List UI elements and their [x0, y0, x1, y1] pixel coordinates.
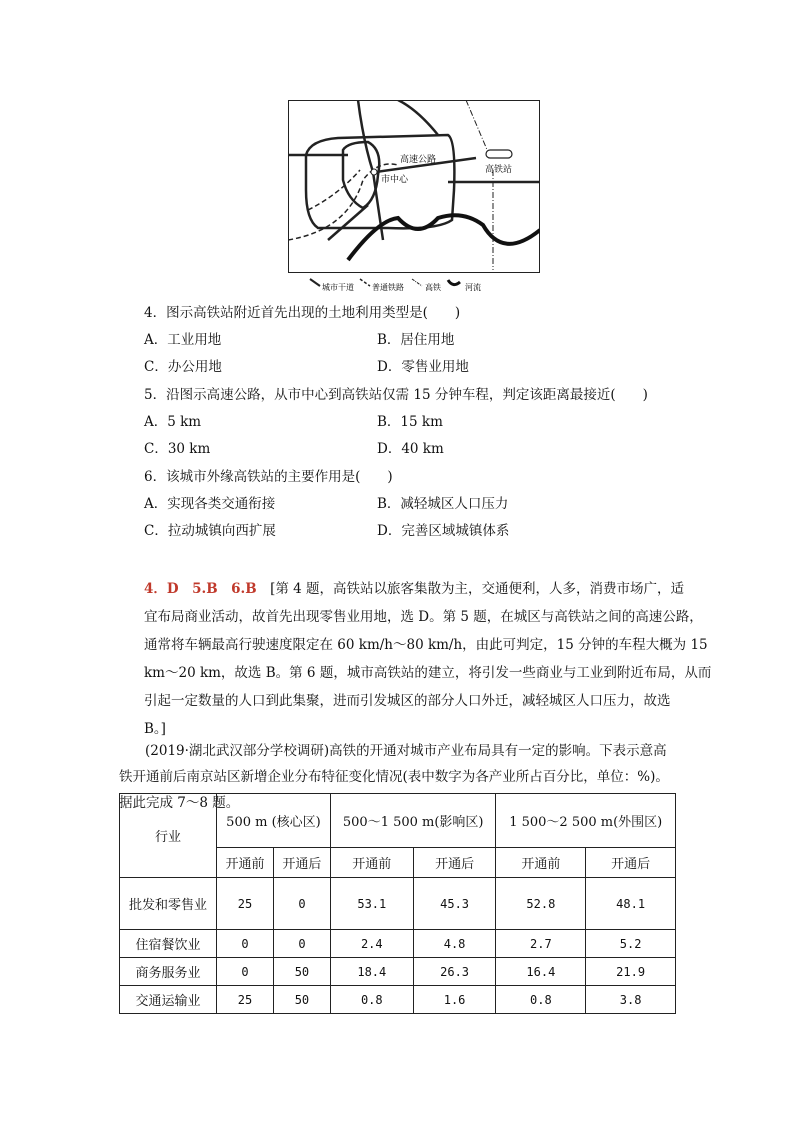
label-station: 高铁站	[485, 165, 513, 175]
q5-option-c: C．30 km	[144, 441, 211, 457]
q5-option-a: A．5 km	[144, 414, 202, 430]
answer-explanation	[144, 575, 712, 743]
cell: 0	[217, 930, 274, 958]
cell: 5.2	[586, 930, 676, 958]
cell: 16.4	[496, 958, 586, 986]
legend-rail-symbol	[360, 279, 370, 286]
industry-table	[119, 793, 676, 1014]
answer-line-4: km～20 km，故选 B。第 6 题，城市高铁站的建立，将引发一些商业与工业到附近布局，从而	[144, 665, 712, 681]
q4-stem: 4．图示高铁站附近首先出现的土地利用类型是( )	[144, 305, 461, 321]
row-name: 交通运输业	[120, 986, 217, 1014]
cell: 18.4	[330, 958, 413, 986]
cell: 50	[273, 958, 330, 986]
cell: 50	[273, 986, 330, 1014]
header-after: 开通后	[413, 848, 496, 878]
answer-keys: 4．D 5.B 6.B	[144, 581, 257, 597]
q6-option-b: B．减轻城区人口压力	[377, 496, 509, 512]
header-zone-outer: 1 500～2 500 m(外围区)	[496, 794, 676, 848]
legend-rail: 普通铁路	[372, 283, 404, 292]
header-before: 开通前	[330, 848, 413, 878]
cell: 0.8	[496, 986, 586, 1014]
answer-line-3: 通常将车辆最高行驶速度限定在 60 km/h～80 km/h，由此可判定，15 分钟的车程大概为 15	[144, 637, 708, 653]
legend-river-symbol	[448, 280, 460, 285]
q6-stem: 6．该城市外缘高铁站的主要作用是( )	[144, 469, 393, 485]
table-row	[120, 930, 676, 958]
legend-road: 城市干道	[322, 283, 354, 292]
answer-line-6: B。]	[144, 721, 166, 737]
q6-option-a: A．实现各类交通衔接	[144, 496, 276, 512]
row-name: 商务服务业	[120, 958, 217, 986]
city-map-figure	[288, 100, 540, 295]
header-before: 开通前	[217, 848, 274, 878]
q4-option-c: C．办公用地	[144, 359, 222, 375]
cell: 53.1	[330, 878, 413, 930]
table-row	[120, 958, 676, 986]
cell: 25	[217, 986, 274, 1014]
q4-option-d: D．零售业用地	[377, 359, 469, 375]
cell: 0	[217, 958, 274, 986]
table-intro: (2019·湖北武汉部分学校调研)高铁的开通对城市产业布局具有一定的影响。下表示意高铁开通前后南京站区新增企业分布特征变化情况(表中数字为各产业所占百分比，单位：%)。据此完成 7～8 题。	[119, 743, 669, 811]
q5-option-d: D．40 km	[377, 441, 444, 457]
cell: 45.3	[413, 878, 496, 930]
q5-option-b: B．15 km	[377, 414, 443, 430]
cell: 26.3	[413, 958, 496, 986]
answer-line-5: 引起一定数量的人口到此集聚，进而引发城区的部分人口外迁，减轻城区人口压力，故选	[144, 693, 671, 709]
q4-option-b: B．居住用地	[377, 332, 455, 348]
header-after: 开通后	[273, 848, 330, 878]
legend-hsr: 高铁	[425, 283, 441, 292]
label-highway: 高速公路	[400, 155, 437, 165]
cell: 0.8	[330, 986, 413, 1014]
map-frame	[289, 101, 540, 273]
q5-stem: 5．沿图示高速公路，从市中心到高铁站仅需 15 分钟车程，判定该距离最接近( )	[144, 387, 648, 403]
cell: 3.8	[586, 986, 676, 1014]
q4-option-a: A．工业用地	[144, 332, 222, 348]
cell: 21.9	[586, 958, 676, 986]
q6-option-d: D．完善区域城镇体系	[377, 523, 510, 539]
cell: 4.8	[413, 930, 496, 958]
cell: 48.1	[586, 878, 676, 930]
header-zone-core: 500 m (核心区)	[217, 794, 331, 848]
cell: 52.8	[496, 878, 586, 930]
answer-line-2: 宜布局商业活动，故首先出现零售业用地，选 D。第 5 题，在城区与高铁站之间的高速公路，	[144, 609, 703, 625]
cell: 0	[273, 878, 330, 930]
legend-river: 河流	[465, 283, 481, 292]
cell: 2.4	[330, 930, 413, 958]
table-row	[120, 986, 676, 1014]
cell: 25	[217, 878, 274, 930]
label-center: 市中心	[381, 175, 409, 185]
row-name: 批发和零售业	[120, 878, 217, 930]
legend-hsr-symbol	[412, 279, 422, 286]
legend-road-symbol	[310, 279, 320, 286]
cell: 2.7	[496, 930, 586, 958]
header-zone-influence: 500～1 500 m(影响区)	[330, 794, 496, 848]
map-svg	[288, 100, 540, 295]
cell: 1.6	[413, 986, 496, 1014]
hsr-station-symbol	[486, 150, 512, 158]
table-row	[120, 878, 676, 930]
answer-line-1: [第 4 题，高铁站以旅客集散为主，交通便利，人多，消费市场广，适	[256, 581, 685, 597]
header-industry: 行业	[120, 794, 217, 878]
cell: 0	[273, 930, 330, 958]
city-center-symbol	[371, 169, 377, 175]
header-after: 开通后	[586, 848, 676, 878]
row-name: 住宿餐饮业	[120, 930, 217, 958]
q6-option-c: C．拉动城镇向西扩展	[144, 523, 276, 539]
header-before: 开通前	[496, 848, 586, 878]
